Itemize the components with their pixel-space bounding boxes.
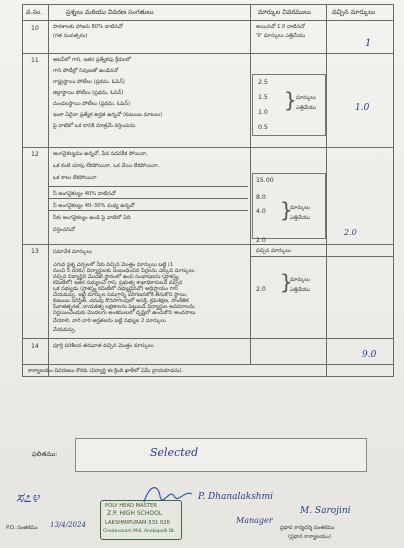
remarks-label: ఫలితము: xyxy=(32,450,58,458)
row-sub-sep xyxy=(48,210,248,211)
brace-icon: } xyxy=(284,88,297,112)
row-sub-sep xyxy=(48,186,248,187)
scoring-table xyxy=(22,4,394,377)
row-text-line: జిల్లాస్థాయి పోటీలు (ప్రథమ, ఓపెన్) xyxy=(53,90,124,96)
pd-signature: ಸ೭೪ xyxy=(16,490,40,506)
options-header: వచ్చిన మార్కులు xyxy=(256,248,291,254)
pd-caption: P.D. సంతకము xyxy=(6,525,38,531)
row-text-line: ఒక కంటి చూపు లేకపోయినా, ఒక చేయి లేకపోయినా, xyxy=(53,163,160,169)
row-sep-header xyxy=(22,20,394,21)
row-text-line: ఒక సభ్యుడు (ప్రాశస్త్య కమిటీలో సభ్యుడైనచో) అభిప్రాయం గాని xyxy=(53,286,178,292)
row-text-line: నీ అంగవైకల్యం 40% దాటినచో xyxy=(53,191,116,197)
secretary-subcaption: (ప్రధాన కార్యాలయం) xyxy=(288,534,331,540)
awarded-mark: 2.0 xyxy=(344,228,357,237)
remarks-box xyxy=(75,438,367,472)
option-value: 2.0 xyxy=(256,286,266,293)
col-sep-1 xyxy=(48,4,49,377)
row-text-line: ఎగువ ప్రశ్న చర్చలలో నీకు వచ్చిన మొత్తం మార్కులు బట్టి (1 xyxy=(53,262,174,268)
option-value: 2.0 xyxy=(256,237,266,244)
pd-date: 13/4/2024 xyxy=(50,521,86,529)
row-text-line: అటవీలో గాని, ఇతర ప్రత్యేకపు క్రీడలలో xyxy=(53,57,131,63)
option-line: అయినచో 1.0 దాటినచో xyxy=(256,24,306,30)
manager-signature: P. Dhanalakshmi xyxy=(198,492,274,502)
option-line: '0' మార్కులు ఎత్తివేయు xyxy=(256,33,306,39)
option-value: 1.5 xyxy=(258,94,268,101)
row-text-line: నీ అంగవైకల్యం 40–30% మధ్య ఉన్నచో xyxy=(53,203,135,209)
row-sub-sep xyxy=(250,256,394,257)
row-text-line: నిర్ణయించేందుకు మొదలగు అంశములలో దృష్టిలో ఉంచుకొని అంచనాలు xyxy=(53,310,196,316)
table-border-right xyxy=(393,4,394,377)
row-text-line: సేవాతత్పరత, నాయకత్వ లక్షణాలను పెట్టుబడి విద్యార్థుల అవసరాలను xyxy=(53,304,195,310)
stamp-line: Z.P. HIGH SCHOOL xyxy=(107,510,163,517)
row-text-line: గాని పోటీల్లో నిపుణతో ఉండినచో xyxy=(53,68,119,74)
options-label: ఎత్తివేయు xyxy=(290,287,310,293)
table-border-bottom xyxy=(22,376,394,377)
row-sep-11 xyxy=(22,147,394,148)
row-text-line: కమిటీలో) ఇతర సభ్యులచే గాని, ప్రభుత్వ శాఖాధికారులచే వచ్చిన xyxy=(53,280,183,286)
row-text-line: సమావేశ మార్కులు xyxy=(53,249,92,255)
table-border-left xyxy=(22,4,23,377)
awarded-mark: 1.0 xyxy=(355,103,370,113)
header-question: ప్రశ్నలు మరియు వివరణ సంగతులు xyxy=(66,8,154,16)
options-label: మార్కులు xyxy=(290,205,310,211)
brace-icon: } xyxy=(280,270,293,294)
row-no: 10 xyxy=(31,25,39,32)
row-text-line: వర్తించనిచో xyxy=(53,227,75,233)
option-value: 8.0 xyxy=(256,194,266,201)
row-text-line: రాష్ట్రస్థాయి పోటీలు (ప్రథమ, ఓపెన్) xyxy=(53,79,125,85)
row-text-line: (గత సంవత్సరం) xyxy=(53,33,88,39)
row-text-line: చేయవచ్చు. ఇట్టి మార్కుల సమగ్రాన్ని పరిగణనలోకి తీసుకొని స్థాయి, xyxy=(53,292,188,298)
row-text-line: పై వాటిలో ఒక దానికి మాత్రమే వర్తించును. xyxy=(53,123,137,129)
row-no: 14 xyxy=(31,343,39,350)
row-text-line: నుంచి 5 వరకు) విద్యార్థులకు సంబంధించిన పేర్లలను ఎక్కువ మార్కులు xyxy=(53,268,195,274)
office-note: కార్యాలయం వివరణలు కొరకు (విద్యార్థి ఈ క్రింది ఖాళీలో ఏమీ వ్రాయకూడదు). xyxy=(28,368,184,374)
options-label: మార్కులు xyxy=(290,277,310,283)
row-text-line: పూర్తి పరిశీలన తరువాత వచ్చిన మొత్తం మార్కులు xyxy=(53,343,154,349)
options-label: మార్కులు xyxy=(296,95,316,101)
manager-title: Manager xyxy=(236,516,273,525)
header-options: మార్కుల వివరములు xyxy=(258,8,311,16)
row-sub-sep xyxy=(48,198,248,199)
option-value: 1.0 xyxy=(258,109,268,116)
row-text-line: మండలస్థాయి పోటీలు (ప్రథమ, ఓపెన్) xyxy=(53,101,131,107)
options-label: ఎత్తివేయు xyxy=(290,215,310,221)
row-no: 12 xyxy=(31,151,39,158)
secretary-signature: M. Sarojini xyxy=(300,506,351,516)
stamp-line: Chodavaram Mdl, Anakapalli Dt. xyxy=(103,529,176,534)
row-text-line: కుటుంబ పరిస్థితి, చదువు కొనసాగింపులో అసక్తి, క్రమశిక్షణ, సాంకేతిక xyxy=(53,298,189,304)
brace-icon: } xyxy=(280,198,293,222)
row-text-line: వేయాలి. వారి వారి అర్హతలను బట్టి సభ్యుల 2 మార్కులు xyxy=(53,318,166,324)
hm-signature xyxy=(140,478,200,518)
stamp-line: LAKSHMIPURAM-531 026 xyxy=(105,520,170,526)
row-text-line: ఒక కాలు లేకపోయినా xyxy=(53,175,97,181)
option-value: 15.00 xyxy=(256,177,274,184)
secretary-caption: ప్రధాన కార్యదర్శి సంతకము xyxy=(280,525,335,531)
remarks-value: Selected xyxy=(150,446,199,459)
option-value: 2.5 xyxy=(258,79,268,86)
total-mark: 9.0 xyxy=(362,350,377,360)
row-sep-14 xyxy=(22,364,394,365)
table-border-top xyxy=(22,4,394,5)
row-sep-12 xyxy=(22,244,394,245)
row-no: 11 xyxy=(31,57,39,64)
row-text-line: నీకు అంగవైకల్యం ఉండి పై వాటిలో ఏది xyxy=(53,215,131,221)
row-text-line: వచ్చిన విద్యార్థిని మొదటి స్థానంలో ఉంచి సంభాషణను (ప్రాశస్త్య xyxy=(53,274,179,280)
option-value: 4.0 xyxy=(256,208,266,215)
row-text-line: వేయవచ్చు. xyxy=(53,327,77,333)
header-marks: వచ్చిన మార్కులు xyxy=(332,8,375,16)
row-sep-10 xyxy=(22,53,394,54)
awarded-mark: 1 xyxy=(365,38,372,49)
row-sep-13 xyxy=(22,338,394,339)
row-text-line: పాఠశాలకు హాజరు 80% దాటినచో xyxy=(53,24,123,30)
col-sep-2 xyxy=(250,4,251,364)
options-label: ఎత్తివేయు xyxy=(296,105,316,111)
option-value: 0.5 xyxy=(258,124,268,131)
header-sl: వ.సం. xyxy=(26,8,43,16)
row-text-line: అంగవైకల్యము ఉన్నచో, పేద సదవకీక పోయినా, xyxy=(53,151,148,157)
col-sep-3 xyxy=(326,4,327,377)
stamp-line: POLY HEAD MASTER xyxy=(105,503,157,509)
row-no: 13 xyxy=(31,248,39,255)
row-text-line: ఇంకా ఏదైనా ప్రత్యేక అర్హత ఉన్నచో (కుటుంబ మాటలు) xyxy=(53,112,163,118)
